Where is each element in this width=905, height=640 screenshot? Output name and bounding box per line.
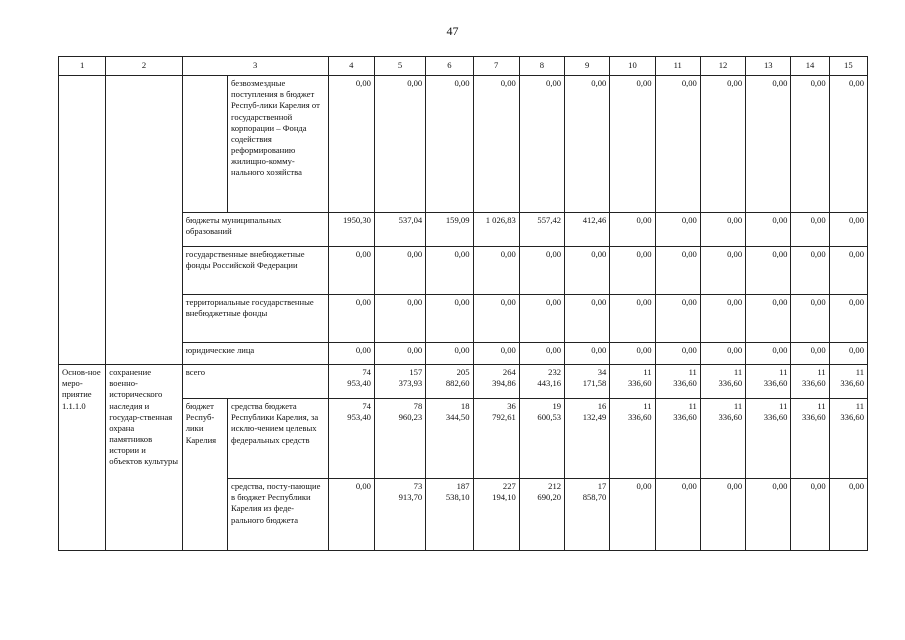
value-part: 0,00	[681, 481, 697, 491]
value-cell: 0,00	[374, 76, 425, 213]
value-cell	[473, 399, 519, 479]
value-cell	[655, 399, 700, 479]
value-part: 11	[817, 401, 826, 411]
value-cell: 0,00	[473, 76, 519, 213]
column-header: 2	[106, 57, 182, 76]
value-cell	[374, 399, 425, 479]
value-part: 0,00	[355, 481, 371, 491]
value-cell	[426, 365, 473, 399]
value-part: 336,60	[627, 412, 652, 423]
value-part: 11	[817, 367, 826, 377]
value-cell: 0,00	[746, 76, 791, 213]
value-cell: 0,00	[519, 295, 564, 343]
value-part: 74	[362, 367, 371, 377]
value-cell	[565, 479, 610, 551]
value-part: 11	[733, 367, 743, 377]
value-cell: 0,00	[829, 213, 867, 247]
column-header: 9	[565, 57, 610, 76]
funding-source-label: юридические лица	[182, 343, 328, 365]
value-cell	[829, 479, 867, 551]
value-part: 394,86	[492, 378, 516, 389]
value-part: 205	[456, 367, 470, 377]
value-part: 336,60	[673, 378, 697, 389]
value-part: 0,00	[636, 481, 652, 491]
value-part: 344,50	[445, 412, 470, 423]
value-cell: 0,00	[746, 295, 791, 343]
value-cell: 0,00	[791, 213, 829, 247]
value-cell: 0,00	[829, 76, 867, 213]
empty-cell	[59, 76, 106, 365]
value-part: 194,10	[492, 492, 516, 503]
value-cell: 0,00	[610, 295, 655, 343]
funding-source-label: территориальные государственные внебюджетные фонды	[182, 295, 328, 343]
value-cell	[519, 479, 564, 551]
value-part: 16	[597, 401, 607, 411]
activity-code: Основ-ное меро-приятие 1.1.1.0	[59, 365, 106, 551]
value-cell: 0,00	[610, 213, 655, 247]
value-cell: 159,09	[426, 213, 473, 247]
value-cell	[328, 479, 374, 551]
value-part: 858,70	[582, 492, 607, 503]
value-part: 953,40	[347, 378, 371, 389]
value-cell	[374, 479, 425, 551]
value-part: 227	[502, 481, 516, 491]
value-cell: 0,00	[565, 247, 610, 295]
column-header: 6	[426, 57, 473, 76]
value-cell: 0,00	[700, 76, 745, 213]
value-cell: 0,00	[565, 76, 610, 213]
value-part: 0,00	[848, 481, 864, 491]
value-part: 336,60	[840, 412, 864, 423]
value-part: 11	[855, 367, 864, 377]
value-cell	[426, 479, 473, 551]
value-cell: 0,00	[746, 247, 791, 295]
value-cell: 0,00	[328, 247, 374, 295]
value-cell	[473, 365, 519, 399]
value-part: 11	[643, 367, 652, 377]
value-cell: 0,00	[700, 343, 745, 365]
value-part: 11	[855, 401, 864, 411]
value-part: 18	[460, 401, 470, 411]
value-part: 11	[779, 401, 788, 411]
value-cell: 0,00	[655, 247, 700, 295]
value-cell	[791, 479, 829, 551]
value-cell	[655, 365, 700, 399]
value-cell: 0,00	[473, 343, 519, 365]
value-cell: 0,00	[655, 213, 700, 247]
value-cell: 0,00	[374, 295, 425, 343]
value-cell: 0,00	[829, 295, 867, 343]
value-part: 187	[456, 481, 470, 491]
page-number: 47	[446, 24, 459, 38]
value-part: 690,20	[537, 492, 562, 503]
value-cell	[700, 479, 745, 551]
value-cell: 0,00	[519, 343, 564, 365]
value-cell	[328, 365, 374, 399]
value-cell: 0,00	[565, 295, 610, 343]
column-header: 1	[59, 57, 106, 76]
value-cell: 0,00	[746, 343, 791, 365]
value-part: 336,60	[840, 378, 864, 389]
value-part: 336,60	[673, 412, 697, 423]
value-part: 232	[548, 367, 562, 377]
value-cell	[610, 399, 655, 479]
funding-source-label: средства, посту-пающие в бюджет Республики Карелия из феде-рального бюджета	[228, 479, 329, 551]
value-part: 157	[409, 367, 423, 377]
value-cell	[374, 365, 425, 399]
value-part: 0,00	[810, 481, 826, 491]
value-cell	[426, 399, 473, 479]
value-part: 336,60	[763, 378, 788, 389]
value-cell	[746, 365, 791, 399]
funding-source-label: бюджеты муниципальных образований	[182, 213, 328, 247]
value-part: 336,60	[801, 378, 826, 389]
value-cell	[791, 365, 829, 399]
value-cell: 1950,30	[328, 213, 374, 247]
value-cell: 0,00	[700, 295, 745, 343]
value-part: 913,70	[398, 492, 423, 503]
value-cell	[791, 399, 829, 479]
value-part: 73	[413, 481, 423, 491]
table-row	[59, 76, 868, 213]
column-header: 13	[746, 57, 791, 76]
value-part: 336,60	[801, 412, 826, 423]
column-header: 5	[374, 57, 425, 76]
value-cell: 0,00	[328, 343, 374, 365]
value-cell: 0,00	[746, 213, 791, 247]
column-header: 12	[700, 57, 745, 76]
value-cell	[746, 399, 791, 479]
value-cell: 0,00	[519, 247, 564, 295]
value-cell: 0,00	[328, 76, 374, 213]
value-cell: 0,00	[791, 295, 829, 343]
value-cell	[519, 399, 564, 479]
value-cell: 0,00	[473, 295, 519, 343]
table-row	[59, 365, 868, 399]
column-header: 14	[791, 57, 829, 76]
budget-label: бюджет Респуб-лики Карелия	[182, 399, 227, 551]
column-header: 3	[182, 57, 328, 76]
value-part: 212	[548, 481, 562, 491]
value-part: 11	[643, 401, 652, 411]
column-header: 4	[328, 57, 374, 76]
value-cell: 0,00	[473, 247, 519, 295]
value-cell: 0,00	[610, 76, 655, 213]
funding-source-label: средства бюджета Республики Карелия, за исклю-чением целевых федеральных средств	[228, 399, 329, 479]
value-cell: 0,00	[791, 343, 829, 365]
value-part: 19	[552, 401, 562, 411]
value-cell: 0,00	[700, 213, 745, 247]
value-cell: 0,00	[791, 247, 829, 295]
value-part: 11	[688, 367, 697, 377]
value-cell	[328, 399, 374, 479]
value-part: 792,61	[492, 412, 516, 423]
value-cell: 0,00	[655, 295, 700, 343]
value-cell: 0,00	[519, 76, 564, 213]
value-cell: 1 026,83	[473, 213, 519, 247]
value-cell: 0,00	[374, 247, 425, 295]
value-cell: 537,04	[374, 213, 425, 247]
value-cell: 0,00	[426, 247, 473, 295]
value-part: 373,93	[398, 378, 423, 389]
value-cell: 0,00	[610, 343, 655, 365]
value-cell	[829, 399, 867, 479]
value-cell: 0,00	[565, 343, 610, 365]
empty-cell	[182, 76, 227, 213]
value-part: 336,60	[627, 378, 652, 389]
value-part: 11	[733, 401, 743, 411]
value-cell: 0,00	[655, 76, 700, 213]
column-header: 11	[655, 57, 700, 76]
value-cell	[565, 365, 610, 399]
value-part: 11	[688, 401, 697, 411]
value-cell: 0,00	[829, 247, 867, 295]
funding-source-label: всего	[182, 365, 328, 399]
value-part: 538,10	[445, 492, 470, 503]
value-part: 336,60	[763, 412, 788, 423]
value-cell	[473, 479, 519, 551]
column-header-row	[59, 57, 868, 76]
value-part: 132,49	[582, 412, 607, 423]
activity-name: сохранение военно-исторического наследия и государ-ственная охрана памятников истории и объектов культуры	[106, 365, 182, 551]
column-header: 10	[610, 57, 655, 76]
value-cell: 412,46	[565, 213, 610, 247]
value-cell	[519, 365, 564, 399]
value-cell	[829, 365, 867, 399]
value-part: 600,53	[537, 412, 562, 423]
value-part: 78	[413, 401, 423, 411]
value-cell: 0,00	[426, 295, 473, 343]
value-part: 36	[507, 401, 516, 411]
value-cell: 0,00	[655, 343, 700, 365]
value-cell: 0,00	[700, 247, 745, 295]
value-cell	[610, 479, 655, 551]
value-part: 336,60	[718, 378, 743, 389]
value-cell: 0,00	[426, 343, 473, 365]
value-cell: 0,00	[829, 343, 867, 365]
column-header: 7	[473, 57, 519, 76]
column-header: 8	[519, 57, 564, 76]
column-header: 15	[829, 57, 867, 76]
value-part: 443,16	[537, 378, 562, 389]
value-cell	[700, 399, 745, 479]
value-cell	[610, 365, 655, 399]
funding-source-label: государственные внебюджетные фонды Российской Федерации	[182, 247, 328, 295]
value-cell	[655, 479, 700, 551]
value-part: 17	[597, 481, 607, 491]
value-part: 882,60	[445, 378, 470, 389]
value-part: 264	[502, 367, 516, 377]
empty-cell	[106, 76, 182, 365]
value-part: 0,00	[727, 481, 743, 491]
value-cell	[700, 365, 745, 399]
value-part: 336,60	[718, 412, 743, 423]
value-cell: 0,00	[426, 76, 473, 213]
value-part: 960,23	[398, 412, 423, 423]
value-part: 34	[597, 367, 607, 377]
value-cell: 0,00	[791, 76, 829, 213]
value-part: 0,00	[772, 481, 788, 491]
value-cell: 0,00	[328, 295, 374, 343]
value-part: 74	[362, 401, 371, 411]
value-part: 171,58	[582, 378, 607, 389]
budget-table	[58, 56, 868, 551]
funding-source-label: безвозмездные поступления в бюджет Респуб-лики Карелия от государственной корпорации – Фонда содействия реформированию жилищно-комму-нального хозяйства	[228, 76, 329, 213]
value-part: 953,40	[347, 412, 371, 423]
value-cell	[565, 399, 610, 479]
value-cell: 0,00	[610, 247, 655, 295]
value-cell: 557,42	[519, 213, 564, 247]
value-part: 11	[779, 367, 788, 377]
value-cell: 0,00	[374, 343, 425, 365]
value-cell	[746, 479, 791, 551]
